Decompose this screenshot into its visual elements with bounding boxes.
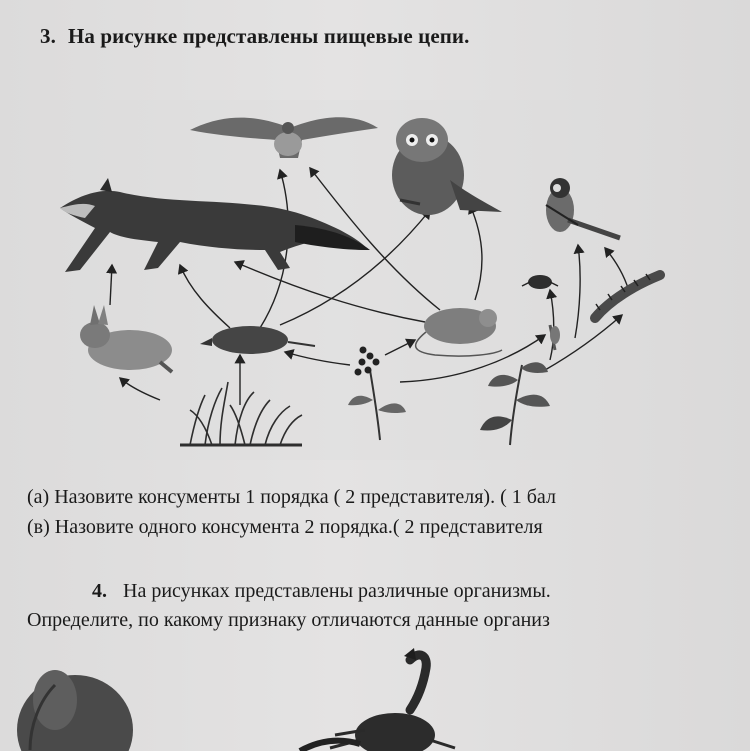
question-4-number: 4. [92,580,107,602]
question-4-title: На рисунках представлены различные организмы. [123,580,551,602]
question-4-heading [92,580,551,603]
question-3-heading [40,24,469,49]
scorpion-illustration [300,648,455,751]
rodent-illustration [17,670,133,751]
question-3-number: 3. [40,24,56,48]
task-b: (в) Назовите одного консумента 2 порядка.( 2 представителя [27,516,543,538]
figure-background [40,100,680,460]
food-web-illustration [40,100,680,460]
question-3-title: На рисунке представлены пищевые цепи. [67,24,470,48]
question-4-subtitle: Определите, по какому признаку отличаются данные организ [27,609,550,631]
food-web-figure [40,100,680,460]
question-4-illustrations [0,640,750,751]
task-a: (а) Назовите консументы 1 порядка ( 2 представителя). ( 1 бал [27,486,556,508]
